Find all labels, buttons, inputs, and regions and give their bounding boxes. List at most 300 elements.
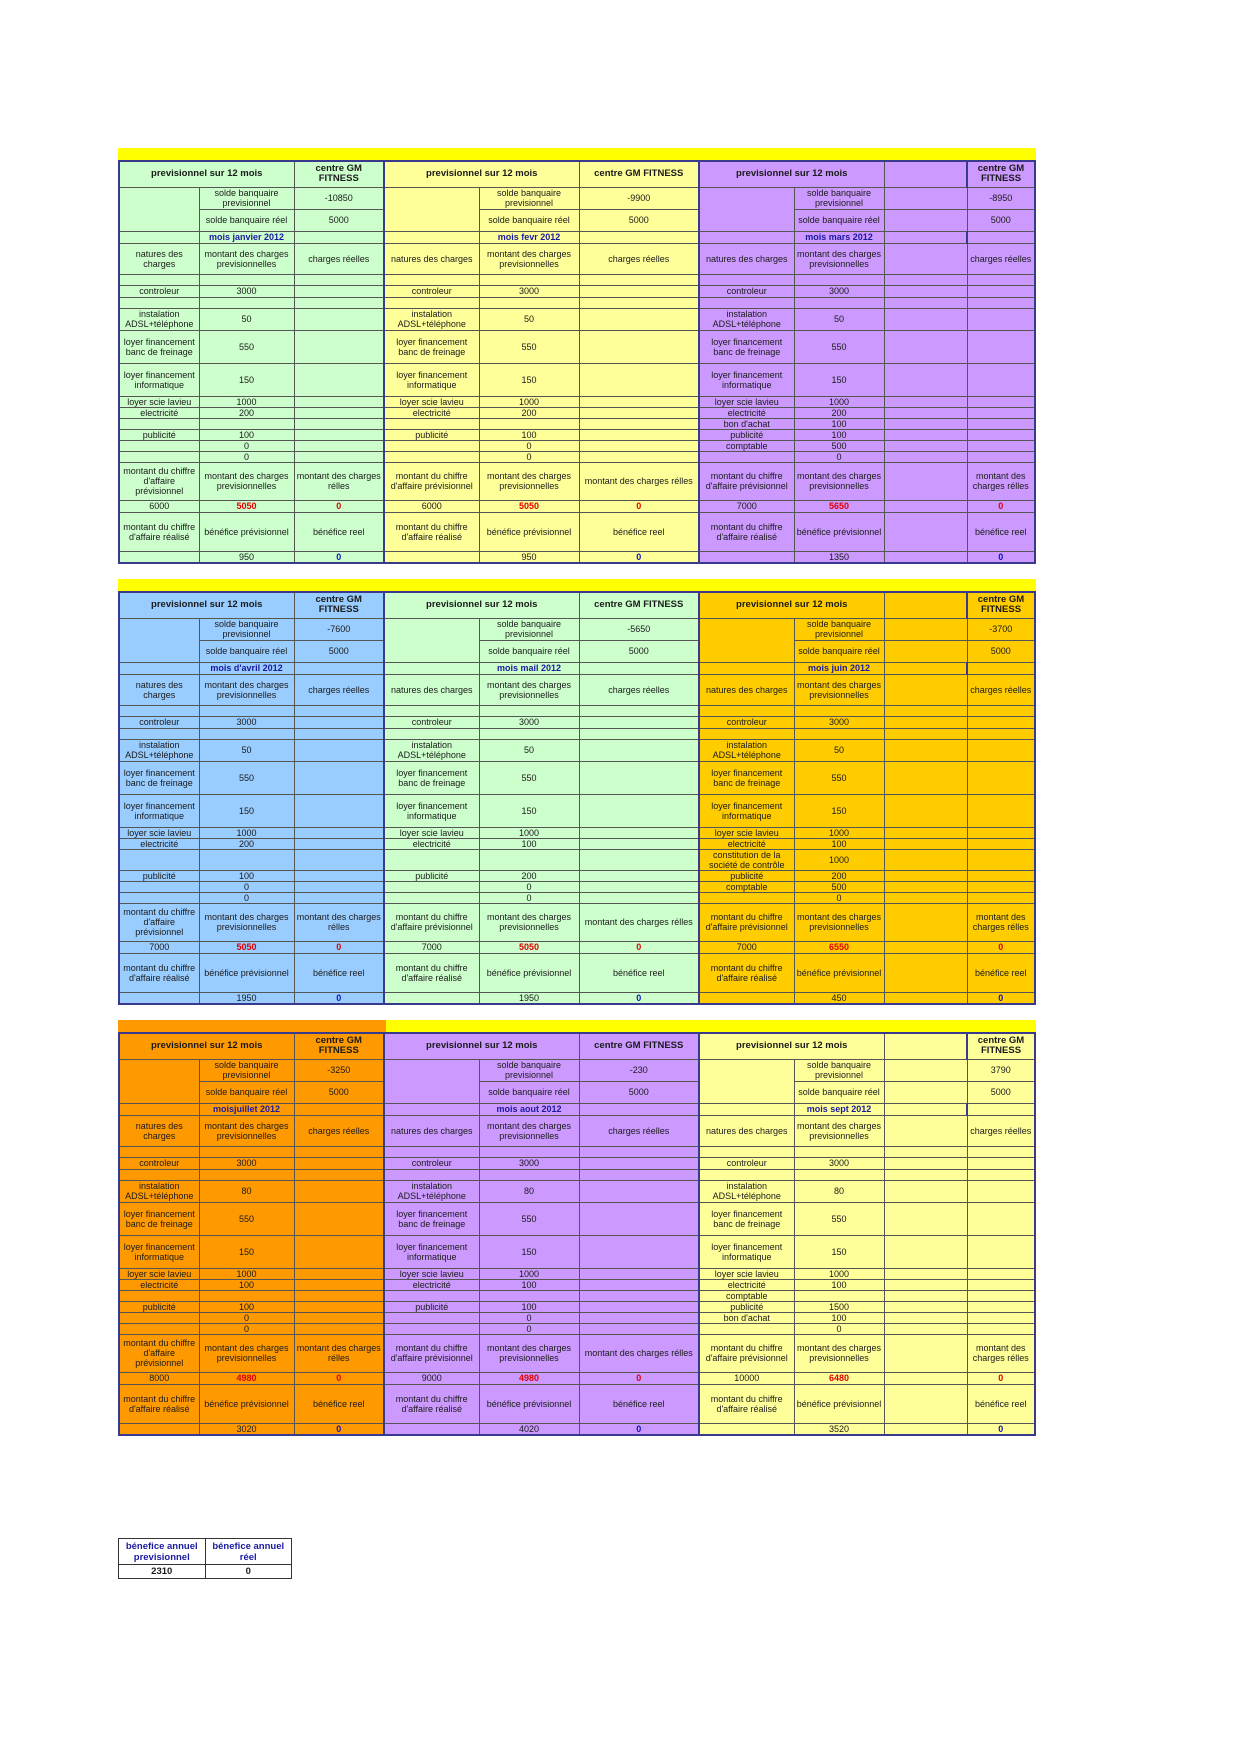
benef-prev-value: 950 xyxy=(479,551,579,563)
montant-prev-header: montant des charges previsionnelles xyxy=(199,462,294,500)
charge-value xyxy=(199,849,294,870)
charge-label xyxy=(384,892,479,903)
charge-value: 0 xyxy=(199,881,294,892)
blank-cell xyxy=(479,705,579,716)
charge-label xyxy=(384,1323,479,1334)
blank-cell xyxy=(794,297,884,308)
charges-reelles-value: 0 xyxy=(967,500,1035,512)
charges-reelles-header: montant des charges rélles xyxy=(967,903,1035,941)
charges-reelles-value: 0 xyxy=(294,500,384,512)
benef-reel-header: bénéfice reel xyxy=(579,1384,699,1423)
charges-reelles-header: montant des charges rélles xyxy=(579,462,699,500)
blank-cell xyxy=(884,640,967,662)
charge-value: 100 xyxy=(199,1301,294,1312)
blank-cell xyxy=(884,716,967,728)
blank-cell xyxy=(884,739,967,761)
charges-reelles-header: montant des charges rélles xyxy=(579,903,699,941)
charge-value: 100 xyxy=(199,870,294,881)
ca-prev-value: 7000 xyxy=(119,941,199,953)
center-name: centre GM FITNESS xyxy=(294,1033,384,1059)
blank-cell xyxy=(967,1202,1035,1235)
benef-reel-value: 0 xyxy=(294,551,384,563)
blank-cell xyxy=(699,728,794,739)
quarter-table xyxy=(118,1032,1036,1436)
blank-cell xyxy=(579,716,699,728)
charge-label: controleur xyxy=(699,716,794,728)
charge-label: loyer financement banc de freinage xyxy=(699,1202,794,1235)
blank-cell xyxy=(967,363,1035,396)
benef-reel-header: bénéfice reel xyxy=(294,953,384,992)
blank-cell xyxy=(579,1301,699,1312)
blank-cell xyxy=(967,705,1035,716)
charge-label: constitution de la société de contrôle xyxy=(699,849,794,870)
charge-value: 1000 xyxy=(199,827,294,838)
blank-cell xyxy=(579,363,699,396)
charges-reelles-header: charges réelles xyxy=(967,674,1035,705)
charge-value: 50 xyxy=(479,308,579,330)
blank-cell xyxy=(294,363,384,396)
blank-cell xyxy=(579,274,699,285)
charge-label: loyer financement banc de freinage xyxy=(699,761,794,794)
charge-label xyxy=(119,451,199,462)
charges-total-value: 5050 xyxy=(479,941,579,953)
charges-total-value: 5650 xyxy=(794,500,884,512)
blank-cell xyxy=(119,1423,199,1435)
charge-label xyxy=(384,440,479,451)
month-band xyxy=(119,1059,199,1103)
blank-cell xyxy=(579,1268,699,1279)
charge-value: 550 xyxy=(479,1202,579,1235)
blank-cell xyxy=(967,418,1035,429)
blank-cell xyxy=(967,285,1035,297)
solde-prev-value: -7600 xyxy=(294,618,384,640)
blank-cell xyxy=(199,1169,294,1180)
charge-label: publicité xyxy=(699,429,794,440)
solde-reel-value: 5000 xyxy=(967,209,1035,231)
blank-cell xyxy=(294,728,384,739)
charge-label: loyer financement banc de freinage xyxy=(119,761,199,794)
charge-value: 1000 xyxy=(794,396,884,407)
charge-value: 150 xyxy=(199,794,294,827)
charge-label: electricité xyxy=(119,838,199,849)
charge-value: 50 xyxy=(794,739,884,761)
blank-cell xyxy=(699,1103,794,1115)
blank-cell xyxy=(579,1235,699,1268)
charge-label: instalation ADSL+téléphone xyxy=(119,308,199,330)
charge-value: 1000 xyxy=(479,1268,579,1279)
blank-cell xyxy=(967,1279,1035,1290)
blank-cell xyxy=(794,705,884,716)
blank-cell xyxy=(479,1146,579,1157)
charge-label: publicité xyxy=(699,870,794,881)
charge-value xyxy=(199,1290,294,1301)
blank-cell xyxy=(884,728,967,739)
blank-cell xyxy=(794,1169,884,1180)
charge-label: loyer financement banc de freinage xyxy=(384,330,479,363)
blank-cell xyxy=(119,728,199,739)
charge-value: 0 xyxy=(479,881,579,892)
blank-cell xyxy=(119,1169,199,1180)
blank-cell xyxy=(579,1323,699,1334)
benef-reel-header: bénéfice reel xyxy=(579,953,699,992)
blank-cell xyxy=(119,662,199,674)
ca-prev-header: montant du chiffre d'affaire prévisionnel xyxy=(384,1334,479,1372)
blank-cell xyxy=(884,870,967,881)
center-name: centre GM FITNESS xyxy=(294,592,384,618)
blank-cell xyxy=(579,396,699,407)
charge-label: loyer scie lavieu xyxy=(699,396,794,407)
ca-prev-value: 9000 xyxy=(384,1372,479,1384)
charge-value: 550 xyxy=(479,761,579,794)
ca-prev-header: montant du chiffre d'affaire prévisionnel xyxy=(699,903,794,941)
blank-cell xyxy=(884,1115,967,1146)
charge-label: loyer financement banc de freinage xyxy=(384,1202,479,1235)
ca-real-header: montant du chiffre d'affaire réalisé xyxy=(119,953,199,992)
blank-cell xyxy=(199,1146,294,1157)
blank-cell xyxy=(199,297,294,308)
solde-prev-label: solde banquaire previsionnel xyxy=(479,618,579,640)
charges-reelles-header: montant des charges rélles xyxy=(967,462,1035,500)
charge-value: 1500 xyxy=(794,1301,884,1312)
charges-total-value: 5050 xyxy=(199,941,294,953)
blank-cell xyxy=(119,992,199,1004)
charge-label: publicité xyxy=(119,1301,199,1312)
solde-prev-label: solde banquaire previsionnel xyxy=(479,1059,579,1081)
blank-cell xyxy=(294,440,384,451)
blank-cell xyxy=(884,1059,967,1081)
charge-label xyxy=(384,418,479,429)
blank-cell xyxy=(579,407,699,418)
blank-cell xyxy=(294,1312,384,1323)
benef-prev-header: bénéfice prévisionnel xyxy=(479,1384,579,1423)
charges-total-value: 6480 xyxy=(794,1372,884,1384)
blank-cell xyxy=(967,870,1035,881)
benef-prev-header: bénéfice prévisionnel xyxy=(479,953,579,992)
charge-value: 50 xyxy=(479,739,579,761)
blank-cell xyxy=(384,297,479,308)
charge-label: publicité xyxy=(384,429,479,440)
charge-label: controleur xyxy=(119,285,199,297)
blank-cell xyxy=(294,794,384,827)
blank-cell xyxy=(884,1372,967,1384)
montant-prev-header: montant des charges previsionnelles xyxy=(199,243,294,274)
charge-value xyxy=(479,1290,579,1301)
charge-label: controleur xyxy=(384,285,479,297)
blank-cell xyxy=(884,1279,967,1290)
montant-prev-header: montant des charges previsionnelles xyxy=(199,1115,294,1146)
blank-cell xyxy=(884,662,967,674)
blank-cell xyxy=(884,1081,967,1103)
month-label: mois sept 2012 xyxy=(794,1103,884,1115)
blank-cell xyxy=(384,551,479,563)
solde-reel-value: 5000 xyxy=(579,1081,699,1103)
benef-prev-value: 1950 xyxy=(199,992,294,1004)
charge-value: 0 xyxy=(199,892,294,903)
ca-prev-value: 7000 xyxy=(384,941,479,953)
blank-cell xyxy=(884,551,967,563)
center-name: centre GM FITNESS xyxy=(579,161,699,187)
blank-cell xyxy=(884,761,967,794)
charge-label: publicité xyxy=(384,1301,479,1312)
charges-reelles-header: charges réelles xyxy=(579,1115,699,1146)
quarter-table xyxy=(118,591,1036,1005)
blank-cell xyxy=(579,297,699,308)
solde-reel-label: solde banquaire réel xyxy=(794,1081,884,1103)
charge-label: loyer financement informatique xyxy=(699,363,794,396)
charge-value: 3000 xyxy=(794,1157,884,1169)
charge-label: instalation ADSL+téléphone xyxy=(384,739,479,761)
benef-reel-value: 0 xyxy=(579,551,699,563)
charges-total-value: 5050 xyxy=(479,500,579,512)
benef-prev-header: bénéfice prévisionnel xyxy=(794,512,884,551)
charge-value xyxy=(199,418,294,429)
blank-cell xyxy=(967,1301,1035,1312)
blank-cell xyxy=(967,1235,1035,1268)
charge-label: loyer scie lavieu xyxy=(384,827,479,838)
blank-cell xyxy=(884,1157,967,1169)
solde-reel-label: solde banquaire réel xyxy=(479,1081,579,1103)
charge-value xyxy=(479,418,579,429)
month-band xyxy=(384,187,479,231)
charges-reelles-value: 0 xyxy=(294,941,384,953)
montant-prev-header: montant des charges previsionnelles xyxy=(794,903,884,941)
blank-cell xyxy=(294,870,384,881)
solde-prev-value: 3790 xyxy=(967,1059,1035,1081)
charges-reelles-header: charges réelles xyxy=(967,243,1035,274)
blank-cell xyxy=(294,1279,384,1290)
period-title: previsionnel sur 12 mois xyxy=(699,592,884,618)
charge-label: loyer scie lavieu xyxy=(119,827,199,838)
charge-label xyxy=(119,418,199,429)
blank-cell xyxy=(884,1235,967,1268)
blank-cell xyxy=(884,231,967,243)
montant-prev-header: montant des charges previsionnelles xyxy=(794,243,884,274)
annual-prev-value: 2310 xyxy=(119,1565,206,1579)
blank-cell xyxy=(119,297,199,308)
blank-cell xyxy=(294,231,384,243)
blank-cell xyxy=(967,407,1035,418)
blank-cell xyxy=(384,1169,479,1180)
solde-reel-value: 5000 xyxy=(967,640,1035,662)
charge-value: 550 xyxy=(794,761,884,794)
month-band xyxy=(699,1059,794,1103)
blank-cell xyxy=(699,1169,794,1180)
charge-value: 550 xyxy=(479,330,579,363)
month-label: mois mail 2012 xyxy=(479,662,579,674)
charge-label: publicité xyxy=(119,429,199,440)
charge-value: 200 xyxy=(199,407,294,418)
charge-value: 0 xyxy=(199,440,294,451)
ca-real-header: montant du chiffre d'affaire réalisé xyxy=(699,1384,794,1423)
charges-total-value: 4980 xyxy=(199,1372,294,1384)
blank-cell xyxy=(967,308,1035,330)
blank-cell xyxy=(699,1146,794,1157)
charge-value: 3000 xyxy=(199,716,294,728)
blank-cell xyxy=(294,418,384,429)
montant-prev-header: montant des charges previsionnelles xyxy=(199,1334,294,1372)
blank-cell xyxy=(884,953,967,992)
month-band xyxy=(699,618,794,662)
solde-prev-label: solde banquaire previsionnel xyxy=(199,187,294,209)
blank-cell xyxy=(579,761,699,794)
charge-label xyxy=(384,881,479,892)
charge-label: instalation ADSL+téléphone xyxy=(119,739,199,761)
blank-cell xyxy=(967,838,1035,849)
charge-value: 0 xyxy=(479,451,579,462)
charge-label: comptable xyxy=(699,881,794,892)
benef-prev-header: bénéfice prévisionnel xyxy=(199,512,294,551)
blank-cell xyxy=(294,1180,384,1202)
charge-label: loyer financement banc de freinage xyxy=(699,330,794,363)
blank-cell xyxy=(884,838,967,849)
charge-label: electricité xyxy=(384,838,479,849)
solde-prev-label: solde banquaire previsionnel xyxy=(794,187,884,209)
blank-cell xyxy=(967,1312,1035,1323)
benef-reel-header: bénéfice reel xyxy=(967,512,1035,551)
charges-reelles-header: charges réelles xyxy=(294,243,384,274)
blank-cell xyxy=(294,1169,384,1180)
benef-prev-value: 1350 xyxy=(794,551,884,563)
charge-value: 550 xyxy=(794,1202,884,1235)
blank-cell xyxy=(884,1268,967,1279)
charge-value: 100 xyxy=(199,429,294,440)
blank-cell xyxy=(884,941,967,953)
month-label: mois mars 2012 xyxy=(794,231,884,243)
blank-cell xyxy=(479,1169,579,1180)
blank-cell xyxy=(294,274,384,285)
blank-cell xyxy=(884,1146,967,1157)
blank-cell xyxy=(967,849,1035,870)
benef-reel-value: 0 xyxy=(967,992,1035,1004)
blank-cell xyxy=(884,827,967,838)
charges-reelles-value: 0 xyxy=(294,1372,384,1384)
charges-reelles-header: montant des charges rélles xyxy=(967,1334,1035,1372)
blank-cell xyxy=(579,1279,699,1290)
charges-reelles-header: charges réelles xyxy=(294,674,384,705)
blank-cell xyxy=(579,1312,699,1323)
charge-label xyxy=(699,892,794,903)
montant-prev-header: montant des charges previsionnelles xyxy=(794,1115,884,1146)
charge-label: loyer financement informatique xyxy=(384,363,479,396)
charges-reelles-value: 0 xyxy=(967,1372,1035,1384)
annual-reel-label: bénefice annuel réel xyxy=(205,1539,292,1565)
blank-cell xyxy=(579,1157,699,1169)
ca-real-header: montant du chiffre d'affaire réalisé xyxy=(699,953,794,992)
blank-cell xyxy=(579,662,699,674)
benef-reel-value: 0 xyxy=(294,992,384,1004)
charge-label xyxy=(119,440,199,451)
solde-reel-value: 5000 xyxy=(294,209,384,231)
month-label: mois janvier 2012 xyxy=(199,231,294,243)
blank-cell xyxy=(699,662,794,674)
montant-prev-header: montant des charges previsionnelles xyxy=(199,674,294,705)
charge-label: instalation ADSL+téléphone xyxy=(119,1180,199,1202)
blank-cell xyxy=(294,838,384,849)
charge-value: 500 xyxy=(794,440,884,451)
month-band xyxy=(119,618,199,662)
blank-cell xyxy=(967,274,1035,285)
charge-label xyxy=(384,849,479,870)
charges-reelles-header: montant des charges rélles xyxy=(294,462,384,500)
charge-value: 0 xyxy=(794,892,884,903)
blank-cell xyxy=(967,794,1035,827)
benef-prev-header: bénéfice prévisionnel xyxy=(199,953,294,992)
benef-reel-header: bénéfice reel xyxy=(294,512,384,551)
blank-cell xyxy=(579,728,699,739)
charge-label: electricité xyxy=(119,1279,199,1290)
charges-reelles-header: charges réelles xyxy=(967,1115,1035,1146)
charge-value: 550 xyxy=(199,761,294,794)
blank-cell xyxy=(699,1423,794,1435)
solde-reel-value: 5000 xyxy=(294,640,384,662)
solde-prev-value: -3250 xyxy=(294,1059,384,1081)
natures-header: natures des charges xyxy=(384,674,479,705)
blank-cell xyxy=(294,451,384,462)
charge-value: 0 xyxy=(199,451,294,462)
montant-prev-header: montant des charges previsionnelles xyxy=(479,1334,579,1372)
blank-cell xyxy=(884,363,967,396)
charge-value: 100 xyxy=(199,1279,294,1290)
charge-label: loyer scie lavieu xyxy=(119,396,199,407)
charge-value: 150 xyxy=(794,794,884,827)
charge-value: 200 xyxy=(794,407,884,418)
benef-reel-header: bénéfice reel xyxy=(967,953,1035,992)
blank-cell xyxy=(967,892,1035,903)
ca-prev-value: 10000 xyxy=(699,1372,794,1384)
solde-reel-value: 5000 xyxy=(579,209,699,231)
blank-cell xyxy=(294,396,384,407)
charge-label: controleur xyxy=(699,285,794,297)
blank-cell xyxy=(884,992,967,1004)
blank-cell xyxy=(967,1157,1035,1169)
blank-cell xyxy=(884,881,967,892)
blank-cell xyxy=(579,1202,699,1235)
blank-cell xyxy=(967,429,1035,440)
charge-label: loyer financement informatique xyxy=(384,1235,479,1268)
blank-cell xyxy=(199,705,294,716)
charge-label: electricité xyxy=(384,407,479,418)
blank-cell xyxy=(294,1290,384,1301)
charge-value: 100 xyxy=(794,429,884,440)
benef-reel-header: bénéfice reel xyxy=(579,512,699,551)
charge-label xyxy=(699,451,794,462)
charges-total-value: 4980 xyxy=(479,1372,579,1384)
montant-prev-header: montant des charges previsionnelles xyxy=(479,1115,579,1146)
blank-cell xyxy=(579,838,699,849)
blank-cell xyxy=(967,440,1035,451)
blank-cell xyxy=(884,1301,967,1312)
ca-prev-header: montant du chiffre d'affaire prévisionnel xyxy=(384,903,479,941)
ca-real-header: montant du chiffre d'affaire réalisé xyxy=(384,953,479,992)
solde-reel-value: 5000 xyxy=(967,1081,1035,1103)
month-band xyxy=(699,187,794,231)
blank-cell xyxy=(884,892,967,903)
charge-label: loyer financement informatique xyxy=(119,363,199,396)
charge-label xyxy=(119,1312,199,1323)
blank-cell xyxy=(119,1146,199,1157)
charge-label: bon d'achat xyxy=(699,418,794,429)
blank-cell xyxy=(579,285,699,297)
ca-real-header: montant du chiffre d'affaire réalisé xyxy=(384,1384,479,1423)
blank-cell xyxy=(967,1169,1035,1180)
charge-label: controleur xyxy=(119,1157,199,1169)
blank-cell xyxy=(294,308,384,330)
charge-label xyxy=(119,1290,199,1301)
blank-cell xyxy=(884,1202,967,1235)
blank-cell xyxy=(294,285,384,297)
blank-cell xyxy=(884,1323,967,1334)
charge-value: 550 xyxy=(794,330,884,363)
